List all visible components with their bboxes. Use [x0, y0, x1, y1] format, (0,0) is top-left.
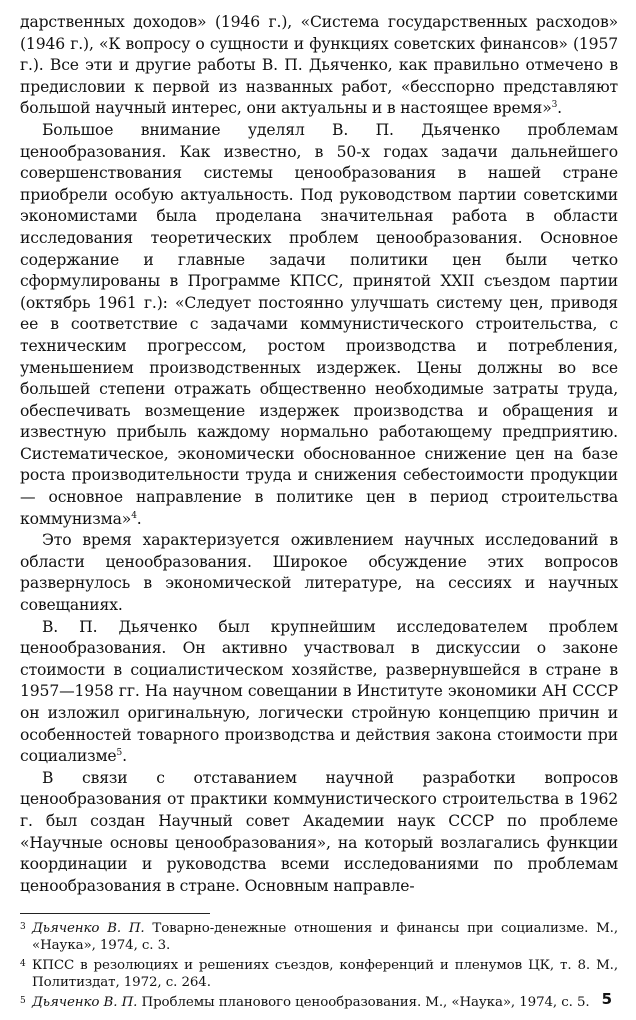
paragraph-text: В связи с отставанием научной разработки вопросов ценообразования от практики коммунистического строительства в 1962 г. был создан Научный совет Академии наук СССР по проблеме «Научные основы ценообразования», на который возлагались функции координации и руководства всеми исследованиями по проблемам ценообразования в стране. Основным направле- [20, 768, 618, 895]
paragraph-2 [20, 120, 618, 530]
footnote-text: Товарно-денежные отношения и финансы при социализме. М., «Наука», 1974, с. 3. [32, 921, 618, 954]
paragraph-tail: . [122, 747, 127, 766]
paragraph-text: Большое внимание уделял В. П. Дьяченко проблемам ценообразования. Как известно, в 50-х годах задачи дальнейшего совершенствования системы ценообразования в нашей стране приобрели особую актуальность. Под руководством партии советскими экономистами была проделана значительная работа в области исследования теоретических проблем ценообразования. Основное содержание и главные задачи политики цен были четко сформулированы в Программе КПСС, принятой XXII съездом партии (октябрь 1961 г.): «Следует постоянно улучшать систему цен, приводя ее в соответствие с задачами коммунистического строительства, с техническим прогрессом, ростом производства и потребления, уменьшением производственных издержек. Цены должны во все большей степени отражать общественно необходимые затраты труда, обеспечивать возмещение издержек производства и обращения и известную прибыль каждому нормально работающему предприятию. Систематическое, экономически обоснованное снижение цен на базе роста производительности труда и снижения себестоимости продукции — основное направление в политике цен в период строительства коммунизма» [20, 120, 618, 528]
footnote-5 [20, 994, 618, 1011]
footnote-mark: 3 [20, 922, 26, 933]
paragraph-tail: . [557, 99, 562, 118]
paragraph-5 [20, 768, 618, 898]
paragraph-3 [20, 530, 618, 616]
footnote-reference: 3 [551, 100, 558, 111]
footnote-body [32, 994, 618, 1011]
footnote-4 [20, 957, 618, 991]
footnote-reference: 4 [131, 510, 137, 521]
paragraph-text: Это время характеризуется оживлением научных исследований в области ценообразования. Широкое обсуждение этих вопросов развернулось в экономической литературе, на сессиях и научных совещаниях. [20, 531, 618, 615]
paragraph-text: дарственных доходов» (1946 г.), «Система государственных расходов» (1946 г.), «К вопросу о сущности и функциях советских финансов» (1957 г.). Все эти и другие работы В. П. Дьяченко, как правильно отмечено в предисловии к первой из названных работ, «бесспорно представляют большой научный интерес, они актуальны и в настоящее время» [20, 13, 618, 118]
paragraph-text: В. П. Дьяченко был крупнейшим исследователем проблем ценообразования. Он активно участвовал в дискуссии о законе стоимости в социалистическом хозяйстве, развернувшейся в стране в 1957—1958 гг. На научном совещании в Институте экономики АН СССР он изложил оригинальную, логически стройную концепцию причин и особенностей товарного производства и действия закона стоимости при социализме [20, 617, 618, 766]
footnote-text: Проблемы планового ценообразования. М., «Наука», 1974, с. 5. [141, 995, 590, 1011]
page [20, 12, 618, 1014]
footnote-mark: 5 [20, 996, 26, 1007]
main-text [20, 12, 618, 897]
page-number: 5 [601, 990, 612, 1008]
footnote-body [32, 920, 618, 954]
footnote-3 [20, 920, 618, 954]
paragraph-tail: . [136, 509, 142, 528]
footnotes [20, 920, 618, 1011]
footnote-divider [20, 913, 210, 914]
footnote-text: КПСС в резолюциях и решениях съездов, конференций и пленумов ЦК, т. 8. М., Политиздат, 1972, с. 264. [32, 958, 618, 991]
paragraph-4 [20, 617, 618, 768]
footnote-author: Дьяченко В. П. [32, 995, 138, 1011]
footnote-reference: 5 [116, 748, 123, 758]
footnote-mark: 4 [20, 959, 26, 970]
footnote-author: Дьяченко В. П. [32, 921, 145, 937]
footnote-body [32, 957, 618, 991]
paragraph-1 [20, 12, 618, 120]
